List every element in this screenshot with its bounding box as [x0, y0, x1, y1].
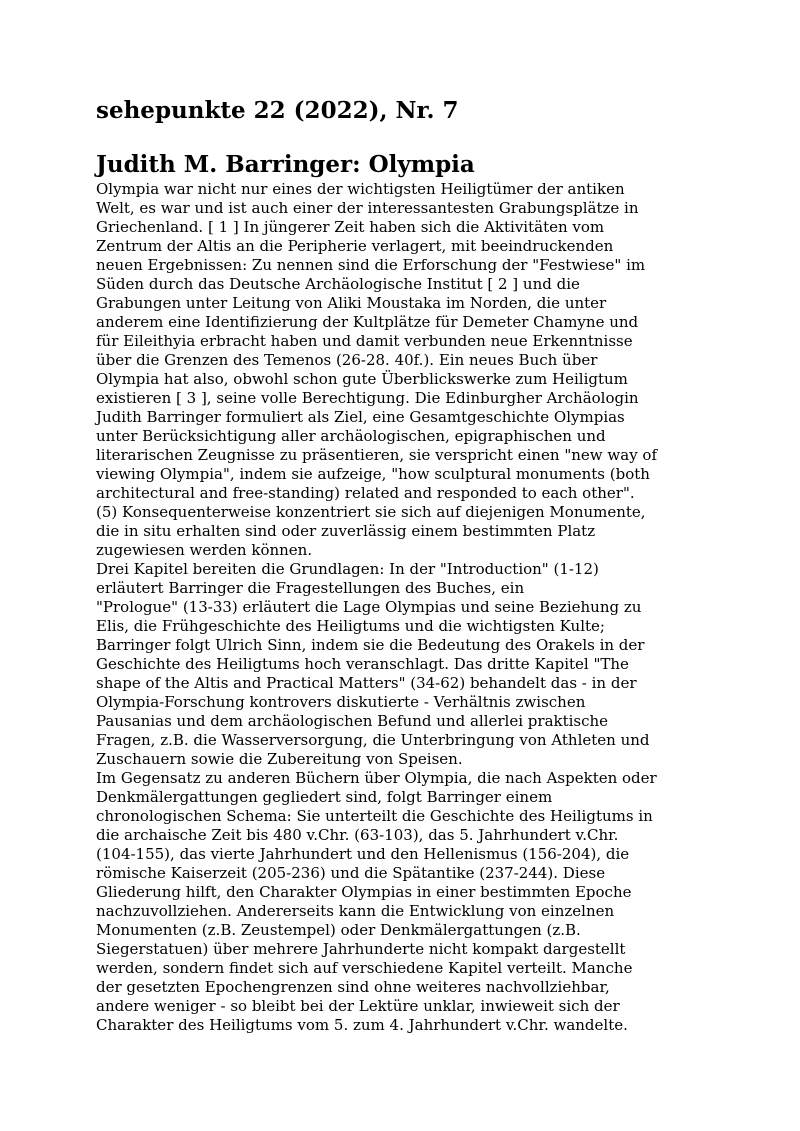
text-line: Monumenten (z.B. Zeustempel) oder Denkmälergattungen (z.B. [96, 921, 581, 939]
text-line: Zentrum der Altis an die Peripherie verlagert, mit beeindruckenden [96, 237, 614, 255]
text-line: römische Kaiserzeit (205-236) und die Spätantike (237-244). Diese [96, 864, 606, 882]
text-line: (5) Konsequenterweise konzentriert sie sich auf diejenigen Monumente, [96, 503, 646, 521]
body-paragraph [96, 180, 706, 560]
text-line: Drei Kapitel bereiten die Grundlagen: In der "Introduction" (1-12) [96, 560, 599, 578]
text-line: Charakter des Heiligtums vom 5. zum 4. Jahrhundert v.Chr. wandelte. [96, 1016, 628, 1034]
text-line: viewing Olympia", indem sie aufzeige, "how sculptural monuments (both [96, 465, 650, 483]
text-line: Siegerstatuen) über mehrere Jahrhunderte nicht kompakt dargestellt [96, 940, 626, 958]
review-body [96, 180, 706, 1035]
text-line: architectural and free-standing) related and responded to each other". [96, 484, 635, 502]
review-page [96, 96, 706, 1035]
text-line: neuen Ergebnissen: Zu nennen sind die Erforschung der "Festwiese" im [96, 256, 646, 274]
text-line: zugewiesen werden können. [96, 541, 313, 559]
text-line: literarischen Zeugnisse zu präsentieren, sie verspricht einen "new way of [96, 446, 658, 464]
text-line: die archaische Zeit bis 480 v.Chr. (63-103), das 5. Jahrhundert v.Chr. [96, 826, 619, 844]
text-line: die in situ erhalten sind oder zuverlässig einem bestimmten Platz [96, 522, 596, 540]
text-line: Denkmälergattungen gegliedert sind, folgt Barringer einem [96, 788, 553, 806]
review-title: Judith M. Barringer: Olympia [96, 151, 475, 178]
text-line: anderem eine Identifizierung der Kultplätze für Demeter Chamyne und [96, 313, 639, 331]
text-line: chronologischen Schema: Sie unterteilt die Geschichte des Heiligtums in [96, 807, 653, 825]
text-line: für Eileithyia erbracht haben und damit verbunden neue Erkenntnisse [96, 332, 633, 350]
text-line: Elis, die Frühgeschichte des Heiligtums und die wichtigsten Kulte; [96, 617, 605, 635]
text-line: existieren [ 3 ], seine volle Berechtigung. Die Edinburgher Archäologin [96, 389, 639, 407]
text-line: Gliederung hilft, den Charakter Olympias in einer bestimmten Epoche [96, 883, 632, 901]
text-line: Welt, es war und ist auch einer der interessantesten Grabungsplätze in [96, 199, 639, 217]
text-line: der gesetzten Epochengrenzen sind ohne weiteres nachvollziehbar, [96, 978, 610, 996]
text-line: Im Gegensatz zu anderen Büchern über Olympia, die nach Aspekten oder [96, 769, 657, 787]
journal-issue-heading: sehepunkte 22 (2022), Nr. 7 [96, 97, 459, 124]
body-paragraph [96, 560, 706, 769]
text-line: Geschichte des Heiligtums hoch veranschlagt. Das dritte Kapitel "The [96, 655, 629, 673]
text-line: nachzuvollziehen. Andererseits kann die Entwicklung von einzelnen [96, 902, 615, 920]
text-line: Süden durch das Deutsche Archäologische Institut [ 2 ] und die [96, 275, 580, 293]
text-line: "Prologue" (13-33) erläutert die Lage Olympias und seine Beziehung zu [96, 598, 642, 616]
body-paragraph [96, 769, 706, 1035]
text-line: unter Berücksichtigung aller archäologischen, epigraphischen und [96, 427, 606, 445]
text-line: (104-155), das vierte Jahrhundert und den Hellenismus (156-204), die [96, 845, 630, 863]
text-line: Pausanias und dem archäologischen Befund und allerlei praktische [96, 712, 609, 730]
text-line: Judith Barringer formuliert als Ziel, eine Gesamtgeschichte Olympias [96, 408, 625, 426]
text-line: Olympia-Forschung kontrovers diskutierte - Verhältnis zwischen [96, 693, 586, 711]
text-line: Barringer folgt Ulrich Sinn, indem sie die Bedeutung des Orakels in der [96, 636, 645, 654]
text-line: Olympia war nicht nur eines der wichtigsten Heiligtümer der antiken [96, 180, 625, 198]
text-line: Zuschauern sowie die Zubereitung von Speisen. [96, 750, 463, 768]
text-line: Grabungen unter Leitung von Aliki Moustaka im Norden, die unter [96, 294, 607, 312]
text-line: Olympia hat also, obwohl schon gute Überblickswerke zum Heiligtum [96, 370, 628, 388]
text-line: andere weniger - so bleibt bei der Lektüre unklar, inwieweit sich der [96, 997, 620, 1015]
text-line: werden, sondern findet sich auf verschiedene Kapitel verteilt. Manche [96, 959, 633, 977]
text-line: über die Grenzen des Temenos (26-28. 40f.). Ein neues Buch über [96, 351, 598, 369]
text-line: Fragen, z.B. die Wasserversorgung, die Unterbringung von Athleten und [96, 731, 650, 749]
text-line: shape of the Altis and Practical Matters" (34-62) behandelt das - in der [96, 674, 637, 692]
text-line: erläutert Barringer die Fragestellungen des Buches, ein [96, 579, 525, 597]
text-line: Griechenland. [ 1 ] In jüngerer Zeit haben sich die Aktivitäten vom [96, 218, 605, 236]
